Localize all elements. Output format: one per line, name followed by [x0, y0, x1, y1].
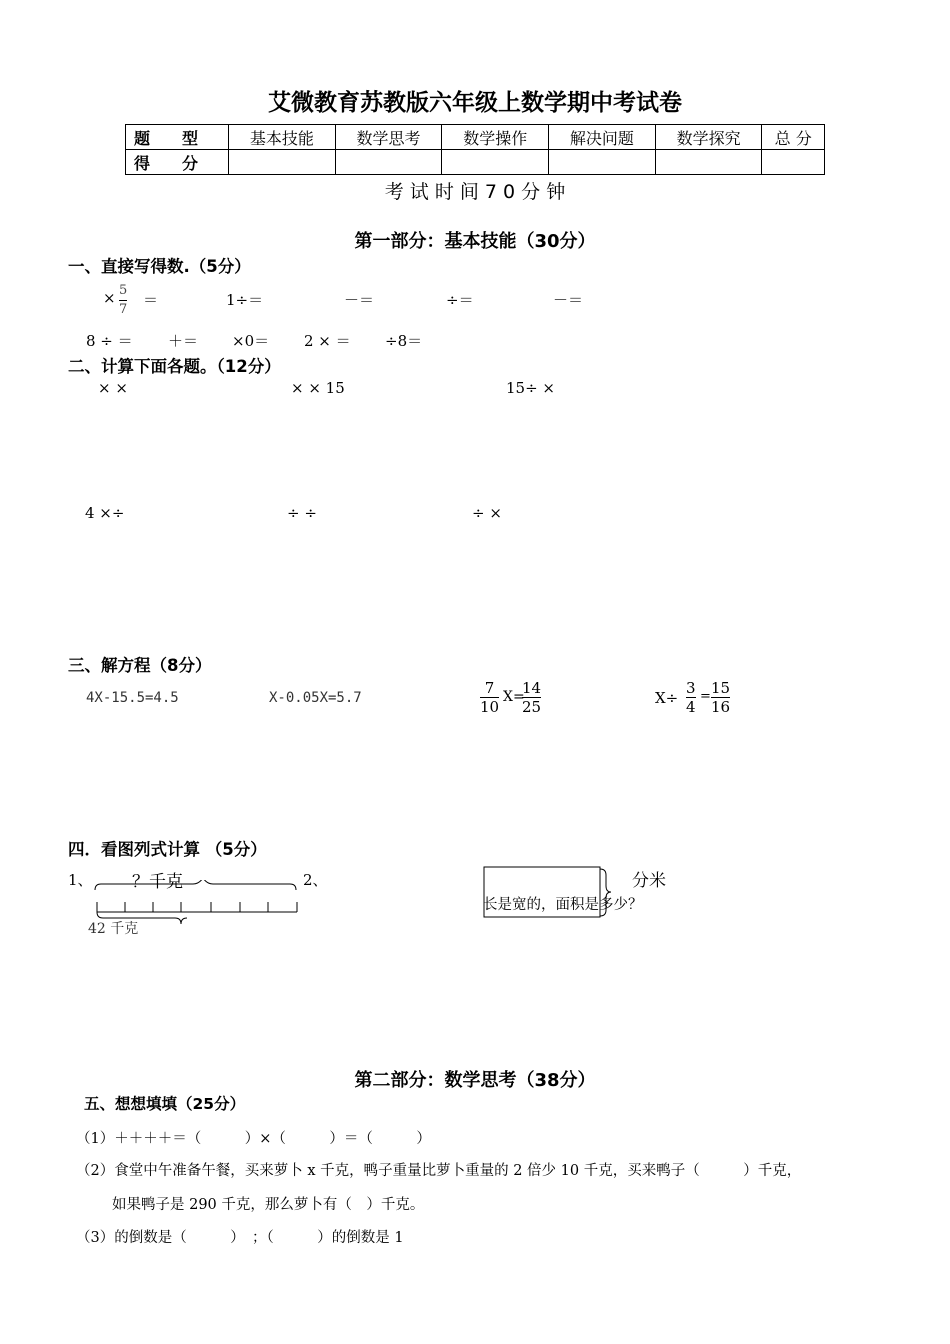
score-table: [125, 124, 825, 175]
q2-item6: ÷ ×: [472, 504, 502, 522]
score-cell[interactable]: [549, 150, 656, 175]
q4-item2-question: 长是宽的，面积是多少？: [483, 897, 643, 913]
exam-title: 艾微教育苏教版六年级上数学期中考试卷: [268, 90, 682, 116]
q1-item1-sign: ×: [103, 289, 116, 307]
col-basic-skills: 基本技能: [229, 125, 336, 150]
frac-den: 16: [711, 698, 731, 716]
q2-item3: 15÷ ×: [506, 379, 555, 397]
q4-item1-number: 1、: [68, 871, 93, 889]
q2-item2: × × 15: [291, 379, 345, 397]
score-table-row-type: [126, 125, 825, 150]
q2-item1: × ×: [98, 379, 128, 397]
q5-item1: （1）＋＋＋＋＝（ ）×（ ）＝（ ）: [76, 1131, 431, 1147]
frac-den: 7: [119, 302, 128, 317]
score-cell[interactable]: [762, 150, 825, 175]
equation-1: 4X-15.5=4.5: [86, 690, 179, 706]
score-cell[interactable]: [655, 150, 762, 175]
q1-item10: ÷8＝: [385, 332, 423, 350]
equation-4-mid: =: [700, 689, 711, 704]
score-cell[interactable]: [335, 150, 442, 175]
part1-heading: 第一部分：基本技能（30分）: [354, 231, 596, 252]
q1-item7: ＋＝: [168, 332, 199, 350]
frac-num: 15: [711, 679, 731, 697]
q4-heading: 四．看图列式计算 （5分）: [68, 840, 267, 859]
col-math-thinking: 数学思考: [335, 125, 442, 150]
frac-den: 4: [686, 698, 696, 716]
frac-den: 25: [522, 698, 542, 716]
equation-3-mid: X=: [503, 689, 525, 705]
q1-item9: 2 × ＝: [304, 332, 351, 350]
score-table-row-score: [126, 150, 825, 175]
q5-item3: （3）的倒数是（ ） ；（ ）的倒数是 1: [76, 1230, 404, 1246]
col-problem-solving: 解决问题: [549, 125, 656, 150]
part2-heading: 第二部分：数学思考（38分）: [354, 1070, 596, 1091]
score-cell[interactable]: [229, 150, 336, 175]
q4-item1-given-label: 42 千克: [88, 921, 139, 937]
frac-num: 14: [522, 679, 542, 697]
row-label-type: 题 型: [126, 125, 229, 150]
q4-item2-number: 2、: [303, 871, 328, 889]
equation-4-prefix: X÷: [655, 689, 679, 707]
q1-heading: 一、直接写得数.（5分）: [68, 257, 251, 276]
q5-item2-line1: （2）食堂中午准备午餐，买来萝卜 x 千克，鸭子重量比萝卜重量的 2 倍少 10 千克，买来鸭子（ ）千克，: [76, 1163, 802, 1179]
frac-num: 7: [484, 679, 495, 697]
q5-item2-line2: 如果鸭子是 290 千克，那么萝卜有（ ）千克。: [112, 1197, 425, 1213]
col-total: 总 分: [762, 125, 825, 150]
q3-heading: 三、解方程（8分）: [68, 656, 212, 675]
q2-item4: 4 ×÷: [85, 504, 125, 522]
q4-item2-unit-label: 分米: [632, 871, 666, 891]
score-cell[interactable]: [442, 150, 549, 175]
fraction-5-7: [119, 282, 127, 319]
equation-4-fraction-b: [711, 679, 730, 716]
q1-item5: －＝: [553, 291, 584, 309]
frac-num: 3: [686, 679, 696, 697]
exam-time: 考 试 时 间 7 0 分 钟: [384, 181, 566, 203]
col-math-operation: 数学操作: [442, 125, 549, 150]
q1-item4: ÷＝: [446, 291, 474, 309]
q5-heading: 五、想想填填（25分）: [84, 1095, 246, 1113]
q2-heading: 二、计算下面各题。（12分）: [68, 357, 281, 376]
equation-3-fraction-b: [522, 679, 541, 716]
frac-num: 5: [119, 283, 128, 298]
q1-item1-equals: ＝: [143, 291, 159, 309]
q1-item2: 1÷＝: [226, 291, 264, 309]
q1-item8: ×0＝: [232, 332, 270, 350]
equation-3-fraction-a: [480, 679, 499, 716]
q1-item6: 8 ÷ ＝: [86, 332, 133, 350]
row-label-score: 得 分: [126, 150, 229, 175]
q2-item5: ÷ ÷: [287, 504, 317, 522]
equation-4-fraction-a: [686, 679, 696, 716]
q4-item1-question-label: ？千克: [132, 872, 183, 892]
equation-2: X-0.05X=5.7: [269, 690, 362, 706]
top-brace: [95, 880, 296, 890]
frac-den: 10: [480, 698, 500, 716]
col-math-exploration: 数学探究: [655, 125, 762, 150]
q1-item3: －＝: [344, 291, 375, 309]
